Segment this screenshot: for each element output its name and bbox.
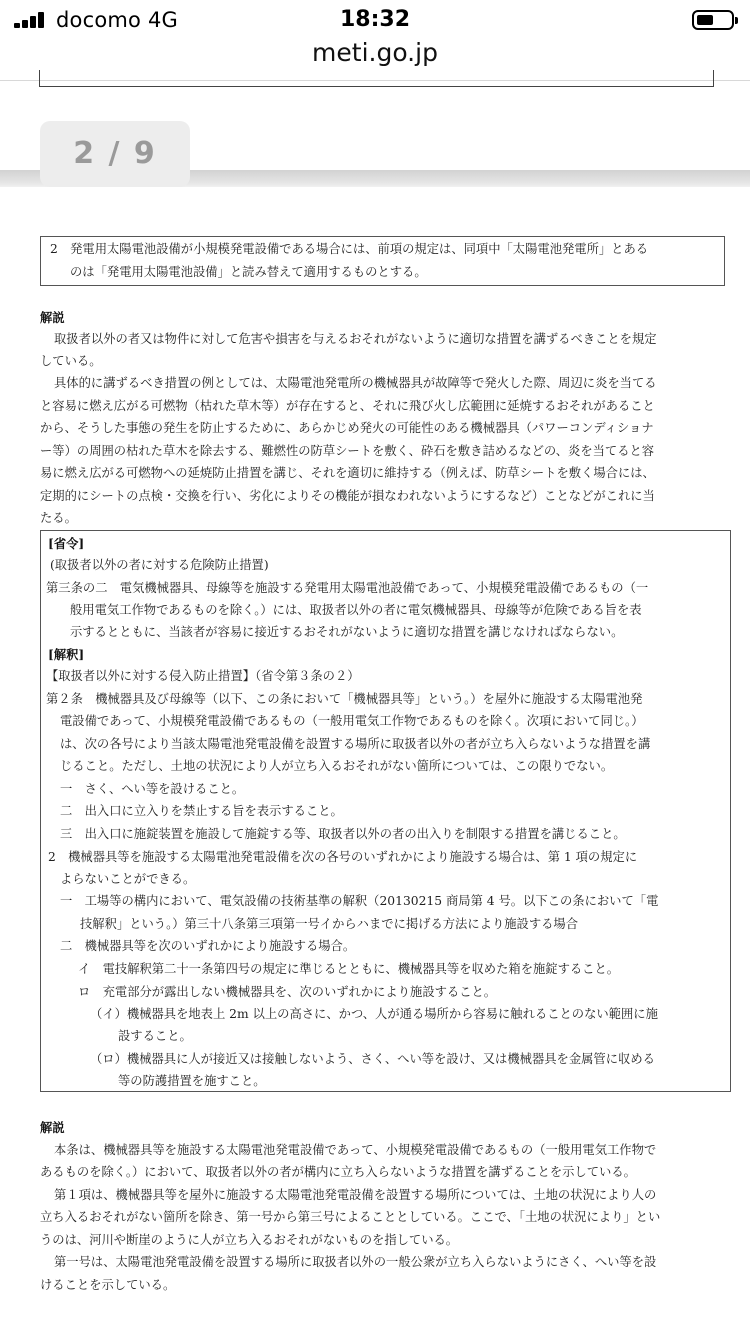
status-time: 18:32 [339, 7, 411, 32]
carrier-label: docomo 4G [56, 8, 178, 32]
interpretation-line: 一 工場等の構内において、電気設備の技術基準の解釈（20130215 商局第 4 号。以下この条において「電 [60, 894, 659, 908]
commentary-heading: 解説 [40, 310, 65, 325]
commentary-line: 本条は、機械器具等を施設する太陽電池発電設備であって、小規模発電設備であるもの（一般用電気工作物で [54, 1143, 657, 1157]
interpretation-line: 等の防護措置を施すこと。 [118, 1074, 266, 1088]
interpretation-line: ロ 充電部分が露出しない機械器具を、次のいずれかにより施設すること。 [78, 985, 497, 999]
commentary-line: と容易に燃え広がる可燃物（枯れた草木等）が存在すると、それに飛び火し広範囲に延焼するおそれがあること [40, 399, 655, 413]
ordinance-heading: [省令] [48, 536, 85, 551]
interpretation-line: 一 さく、へい等を設けること。 [60, 782, 245, 796]
interpretation-line: 技解釈」という。）第三十八条第三項第一号イからハまでに掲げる方法により施設する場合 [80, 917, 579, 931]
status-bar [0, 0, 750, 40]
interpretation-line: 電設備であって、小規模発電設備であるもの（一般用電気工作物であるものを除く。次項において同じ。） [60, 714, 644, 728]
interpretation-heading: [解釈] [48, 647, 85, 662]
commentary-line: 第１項は、機械器具等を屋外に施設する太陽電池発電設備を設置する場所については、土地の状況により人の [54, 1188, 657, 1202]
commentary-line: している。 [40, 354, 102, 368]
interpretation-line: 第２条 機械器具及び母線等（以下、この条において「機械器具等」という。）を屋外に施設する太陽電池発 [46, 692, 643, 706]
commentary-line: 立ち入るおそれがない箇所を除き、第一号から第三号によることとしている。ここで、「土地の状況により」とい [40, 1210, 661, 1224]
commentary-line: 取扱者以外の者又は物件に対して危害や損害を与えるおそれがないように適切な措置を講ずるべきことを規定 [54, 332, 657, 346]
commentary-line: 第一号は、太陽電池発電設備を設置する場所に取扱者以外の一般公衆が立ち入らないようにさく、へい等を設 [54, 1255, 657, 1269]
interpretation-line: 三 出入口に施錠装置を施設して施錠する等、取扱者以外の者の出入りを制限する措置を講じること。 [60, 827, 626, 841]
commentary-heading: 解説 [40, 1120, 65, 1135]
ordinance-title: (取扱者以外の者に対する危険防止措置) [50, 558, 269, 572]
provision-line: のは「発電用太陽電池設備」と読み替えて適用するものとする。 [70, 265, 427, 279]
commentary-line: から、そうした事態の発生を防止するために、あらかじめ発火の可能性のある機械器具（パワーコンディショナ [40, 421, 654, 435]
interpretation-line: じること。ただし、土地の状況により人が立ち入るおそれがない箇所については、この限りでない。 [60, 759, 614, 773]
page-indicator: 2 / 9 [40, 121, 190, 187]
interpretation-line: （ロ）機械器具に人が接近又は接触しないよう、さく、へい等を設け、又は機械器具を金属管に収める [90, 1052, 655, 1066]
commentary-line: うのは、河川や断崖のように人が立ち入るおそれがないものを指している。 [40, 1233, 459, 1247]
provision-line: 2 発電用太陽電池設備が小規模発電設備である場合には、前項の規定は、同項中「太陽電池発電所」とある [50, 242, 649, 256]
interpretation-line: （イ）機械器具を地表上 2m 以上の高さに、かつ、人が通る場所から容易に触れることのない範囲に施 [90, 1007, 658, 1021]
interpretation-line: 2 機械器具等を施設する太陽電池発電設備を次の各号のいずれかにより施設する場合は、第 1 項の規定に [48, 850, 638, 864]
battery-icon [692, 10, 734, 30]
interpretation-line: イ 電技解釈第二十一条第四号の規定に準じるとともに、機械器具等を収めた箱を施錠すること。 [78, 962, 620, 976]
interpretation-line: 二 機械器具等を次のいずれかにより施設する場合。 [60, 939, 356, 953]
commentary-line: 具体的に講ずるべき措置の例としては、太陽電池発電所の機械器具が故障等で発火した際、周辺に炎を当てる [54, 376, 657, 390]
interpretation-title: 【取扱者以外に対する侵入防止措置】（省令第３条の２） [46, 669, 360, 683]
commentary-line: 易に燃え広がる可燃物への延焼防止措置を講じ、それを適切に維持する（例えば、防草シートを敷く場合には、 [40, 466, 655, 480]
interpretation-line: は、次の各号により当該太陽電池発電設備を設置する場所に取扱者以外の者が立ち入らないような措置を講 [60, 737, 651, 751]
commentary-line: あるものを除く。）において、取扱者以外の者が構内に立ち入らないような措置を講ずることを示している。 [40, 1165, 636, 1179]
interpretation-line: よらないことができる。 [60, 872, 196, 886]
ordinance-line: 第三条の二 電気機械器具、母線等を施設する発電用太陽電池設備であって、小規模発電設備であるもの（一 [46, 581, 649, 595]
address-bar-url[interactable]: meti.go.jp [312, 38, 438, 67]
ordinance-line: 般用電気工作物であるものを除く。）には、取扱者以外の者に電気機械器具、母線等が危険である旨を表 [70, 603, 642, 617]
commentary-line: けることを示している。 [40, 1278, 176, 1292]
interpretation-line: 設すること。 [118, 1029, 192, 1043]
commentary-line: 定期的にシートの点検・交換を行い、劣化によりその機能が損なわれないようにするなど）ことなどがこれに当 [40, 489, 655, 503]
interpretation-line: 二 出入口に立入りを禁止する旨を表示すること。 [60, 804, 343, 818]
commentary-line: ー等）の周囲の枯れた草木を除去する、難燃性の防草シートを敷く、砕石を敷き詰めるなどの、炎を当てると容 [40, 444, 655, 458]
ordinance-line: 示するとともに、当該者が容易に接近するおそれがないように適切な措置を講じなければならない。 [70, 625, 624, 639]
commentary-line: たる。 [40, 511, 77, 525]
previous-page-box [39, 70, 714, 87]
